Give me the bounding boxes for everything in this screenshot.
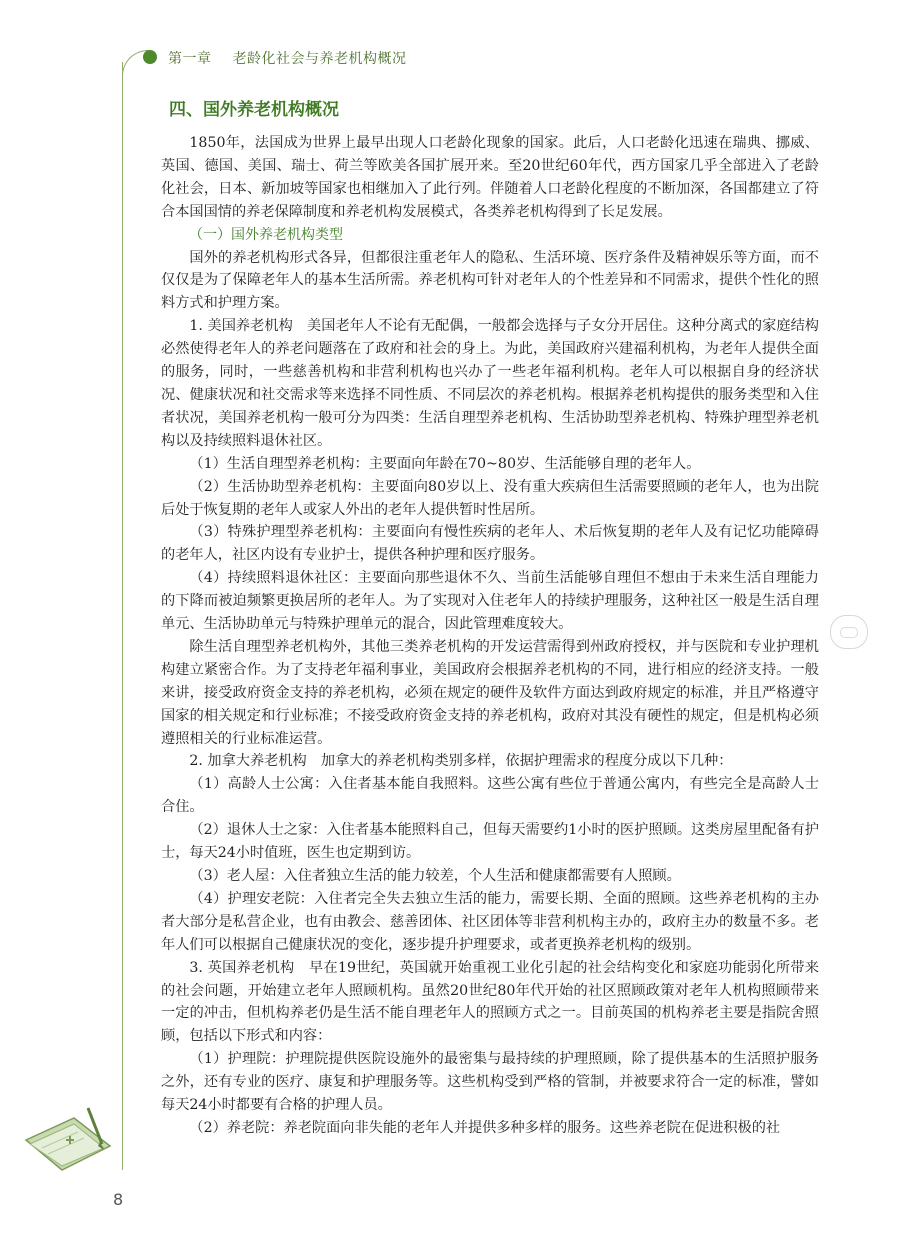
emblem-icon	[830, 615, 868, 649]
page-number: 8	[113, 1190, 124, 1209]
paragraph: 国外的养老机构形式各异，但都很注重老年人的隐私、生活环境、医疗条件及精神娱乐等方面，而不仅仅是为了保障老年人的基本生活所需。养老机构可针对老年人的个性差异和不同需求，提供个性化的照料方式和护理方案。	[161, 249, 819, 312]
paragraph: 3. 英国养老机构 早在19世纪，英国就开始重视工业化引起的社会结构变化和家庭功能弱化所带来的社会问题，开始建立老年人照顾机构。虽然20世纪80年代开始的社区照顾政策对老年人机构照顾带来一定的冲击，但机构养老仍是生活不能自理老年人的照顾方式之一。目前英国的机构养老主要是指院舍照顾，包括以下形式和内容：	[161, 959, 819, 1045]
paragraph: （2）生活协助型养老机构：主要面向80岁以上、没有重大疾病但生活需要照顾的老年人，也为出院后处于恢复期的老年人或家人外出的老年人提供暂时性居所。	[161, 478, 819, 518]
paragraph: （3）老人屋：入住者独立生活的能力较差，个人生活和健康都需要有人照顾。	[189, 868, 681, 884]
header-title: 老龄化社会与养老机构概况	[232, 51, 407, 67]
paragraph: （4）护理安老院：入住者完全失去独立生活的能力，需要长期、全面的照顾。这些养老机构的主办者大部分是私营企业，也有由教会、慈善团体、社区团体等非营利机构主办的，政府主办的数量不多。老年人们可以根据自己健康状况的变化，逐步提升护理要求，或者更换养老机构的级别。	[161, 890, 819, 953]
notebook-pen-icon	[18, 1100, 118, 1176]
paragraph: （4）持续照料退休社区：主要面向那些退休不久、当前生活能够自理但不想由于未来生活自理能力的下降而被迫频繁更换居所的老年人。为了实现对入住老年人的持续护理服务，这种社区一般是生活自理单元、生活协助单元与特殊护理单元的混合，因此管理难度较大。	[161, 570, 819, 633]
page-body	[161, 98, 819, 1140]
paragraph: （1）生活自理型养老机构：主要面向年龄在70~80岁、生活能够自理的老年人。	[189, 455, 701, 472]
header-chapter: 第一章	[168, 51, 212, 67]
section-title: 四、国外养老机构概况	[169, 100, 339, 120]
subsection-title: （一）国外养老机构类型	[189, 226, 343, 243]
paragraph: （1）高龄人士公寓：入住者基本能自我照料。这些公寓有些位于普通公寓内，有些完全是高龄人士合住。	[161, 776, 819, 816]
paragraph: 2. 加拿大养老机构 加拿大的养老机构类别多样，依据护理需求的程度分成以下几种：	[189, 753, 733, 770]
paragraph: （3）特殊护理型养老机构：主要面向有慢性疾病的老年人、术后恢复期的老年人及有记忆功能障碍的老年人，社区内设有专业护士，提供各种护理和医疗服务。	[161, 524, 819, 564]
paragraph: （2）养老院：养老院面向非失能的老年人并提供多种多样的服务。这些养老院在促进积极的社	[189, 1119, 781, 1136]
green-dot-icon	[143, 50, 157, 64]
paragraph: 1. 美国养老机构 美国老年人不论有无配偶，一般都会选择与子女分开居住。这种分离式的家庭结构必然使得老年人的养老问题落在了政府和社会的身上。为此，美国政府兴建福利机构，为老年人提供全面的服务，同时，一些慈善机构和非营利机构也兴办了一些老年福利机构。老年人可以根据自身的经济状况、健康状况和社交需求等来选择不同性质、不同层次的养老机构。根据养老机构提供的服务类型和入住者状况，美国养老机构一般可分为四类：生活自理型养老机构、生活协助型养老机构、特殊护理型养老机构以及持续照料退休社区。	[161, 318, 819, 449]
frame-rule	[122, 62, 123, 1170]
paragraph: （1）护理院：护理院提供医院设施外的最密集与最持续的护理照顾，除了提供基本的生活照护服务之外，还有专业的医疗、康复和护理服务等。这些机构受到严格的管制，并被要求符合一定的标准，譬如每天24小时都要有合格的护理人员。	[161, 1051, 819, 1114]
paragraph: （2）退休人士之家：入住者基本能照料自己，但每天需要约1小时的医护照顾。这类房屋里配备有护士，每天24小时值班，医生也定期到访。	[161, 822, 819, 862]
running-header	[168, 48, 406, 68]
paragraph: 1850年，法国成为世界上最早出现人口老龄化现象的国家。此后，人口老龄化迅速在瑞典、挪威、英国、德国、美国、瑞士、荷兰等欧美各国扩展开来。至20世纪60年代，西方国家几乎全部进入了老龄化社会，日本、新加坡等国家也相继加入了此行列。伴随着人口老龄化程度的不断加深，各国都建立了符合本国国情的养老保障制度和养老机构发展模式，各类养老机构得到了长足发展。	[161, 135, 819, 220]
paragraph: 除生活自理型养老机构外，其他三类养老机构的开发运营需得到州政府授权，并与医院和专业护理机构建立紧密合作。为了支持老年福利事业，美国政府会根据养老机构的不同，进行相应的经济支持。一般来讲，接受政府资金支持的养老机构，必须在规定的硬件及软件方面达到政府规定的标准，并且严格遵守国家的相关规定和行业标准；不接受政府资金支持的养老机构，政府对其没有硬性的规定，但是机构必须遵照相关的行业标准运营。	[161, 638, 819, 747]
